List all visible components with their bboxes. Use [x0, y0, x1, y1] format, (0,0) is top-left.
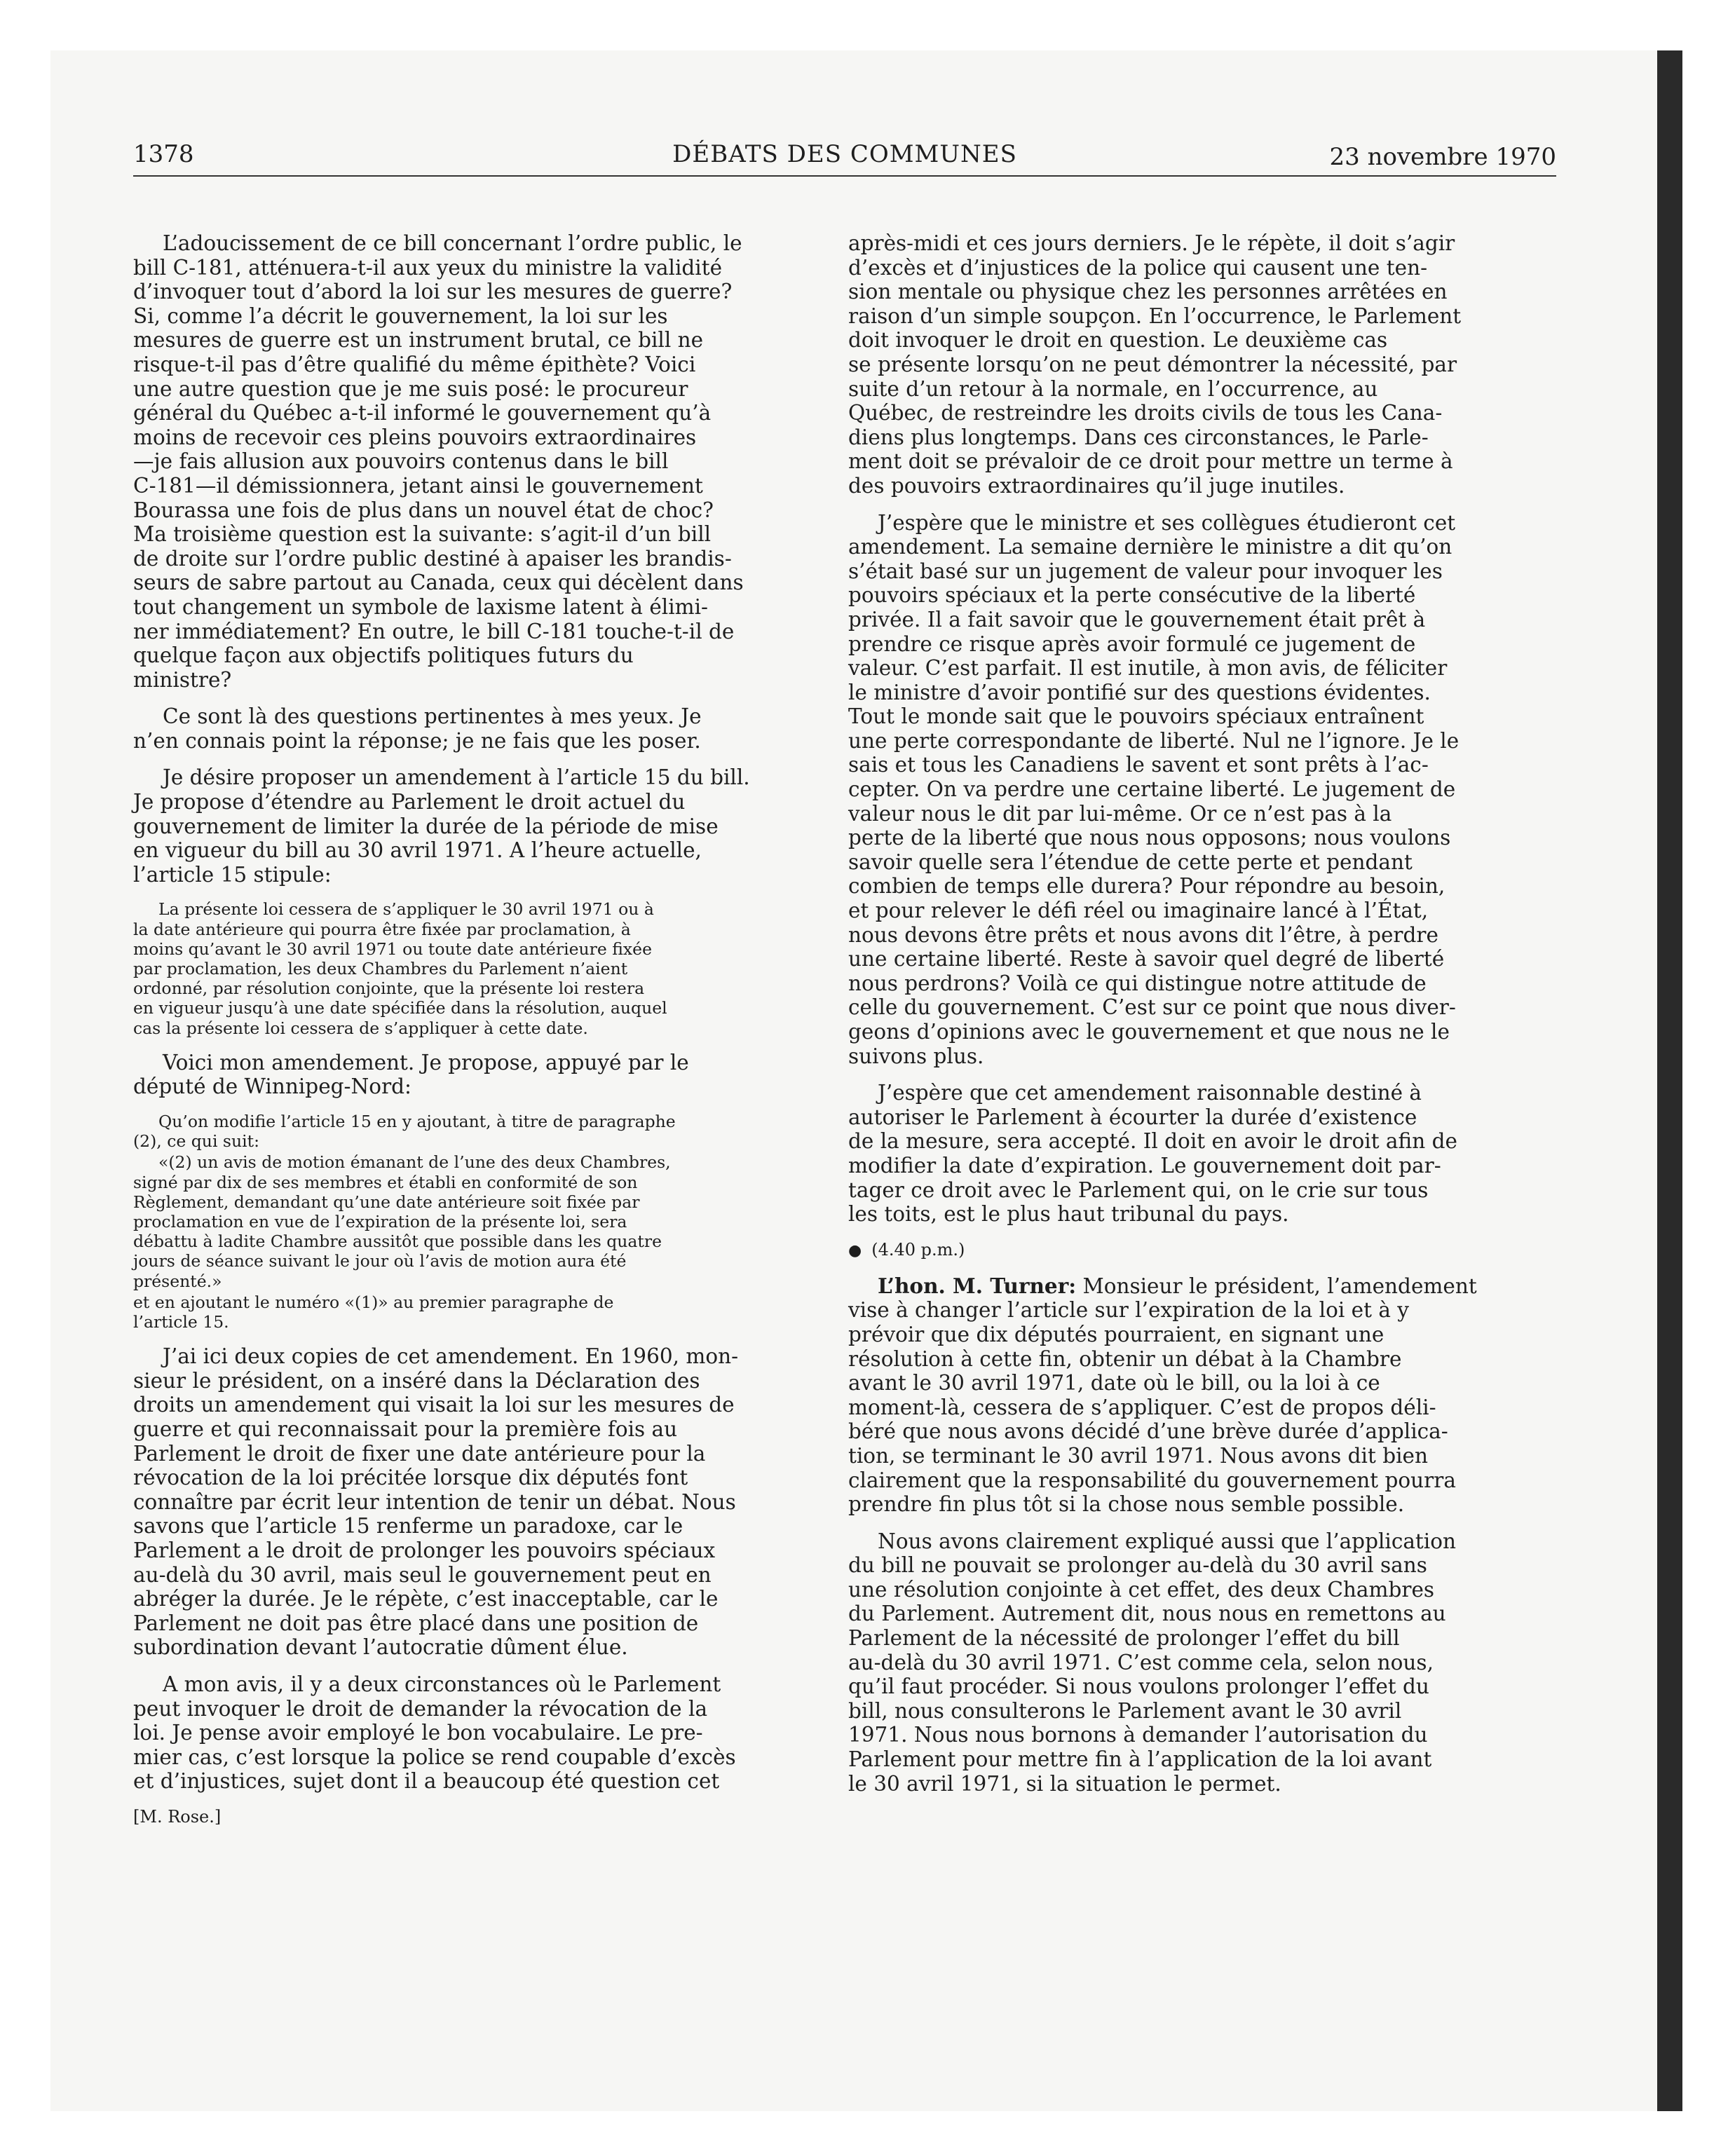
quoted-article-15: La présente loi cessera de s’appliquer le 30 avril 1971 ou à la date antérieure qui pourra être fixée par proclamation, à moins qu’avant le 30 avril 1971 ou toute date antérieure fixée par proclamation, les deux Chambres du Parlement n’aient ordonné, par résolution conjointe, que la présente loi restera en vigueur jusqu’à une date spécifiée dans la résolution, auquel cas la présente loi cessera de s’appliquer à cette date. [133, 899, 667, 1038]
amendment-motion: Qu’on modifie l’article 15 en y ajoutant, à titre de paragraphe (2), ce qui suit: [133, 1112, 676, 1152]
amendment-text: «(2) un avis de motion émanant de l’une des deux Chambres, signé par dix de ses membres et établi en conformité de son Règlement, demandant qu’une date antérieure soit fixée par proclamation en vue de l’expiration de la présente loi, sera débattu à ladite Chambre aussitôt que possible dans les quatre jours de séance suivant le jour où l’avis de motion aura été présenté.» [133, 1152, 671, 1291]
time-marker-text: (4.40 p.m.) [871, 1239, 965, 1260]
paragraph: Nous avons clairement expliqué aussi que l’application du bill ne pouvait se prolonger au-delà du 30 avril sans une résolution conjointe à cet effet, des deux Chambres du Parlement. Autrement dit, nous nous en remettons au Parlement de la nécessité de prolonger l’effet du bill au-delà du 30 avril 1971. C’est comme cela, selon nous, qu’il faut procéder. Si nous voulons prolonger l’effet du bill, nous consulterons le Parlement avant le 30 avril 1971. Nous nous bornons à demander l’autorisation du Parlement pour mettre fin à l’application de la loi avant le 30 avril 1971, si la situation le permet. [848, 1529, 1456, 1796]
amendment-closing: et en ajoutant le numéro «(1)» au premier paragraphe de l’article 15. [133, 1292, 614, 1332]
paragraph: Je désire proposer un amendement à l’article 15 du bill. Je propose d’étendre au Parlement le droit actuel du gouvernement de limiter la durée de la période de mise en vigueur du bill au 30 avril 1971. A l’heure actuelle, l’article 15 stipule: [133, 765, 750, 887]
page-header [133, 133, 1556, 177]
speaker-text: Monsieur le président, l’amendement vise à changer l’article sur l’expiration de la loi et à y prévoir que dix députés pourraient, en signant une résolution à cette fin, obtenir un débat à la Chambre avant le 30 avril 1971, date où le bill, ou la loi à ce moment-là, cessera de s’appliquer. C’est de propos déli- béré que nous avons décidé d’une brève durée d’applica- tion, se terminant le 30 avril 1971. Nous avons dit bien clairement que la responsabilité du gouvernement pourra prendre fin plus tôt si la chose nous semble possible. [848, 1274, 1477, 1517]
speaker-attribution: [M. Rose.] [133, 1806, 222, 1827]
paragraph: Ce sont là des questions pertinentes à mes yeux. Je n’en connais point la réponse; je ne fais que les poser. [133, 704, 702, 753]
speaker-paragraph [848, 1274, 1556, 1517]
paragraph: J’espère que cet amendement raisonnable destiné à autoriser le Parlement à écourter la durée d’existence de la mesure, sera accepté. Il doit en avoir le droit afin de modifier la date d’expiration. Le gouvernement doit par- tager ce droit avec le Parlement qui, on le crie sur tous les toits, est le plus haut tribunal du pays. [848, 1081, 1457, 1227]
time-marker [848, 1239, 1556, 1262]
header-date: 23 novembre 1970 [1329, 143, 1556, 171]
paragraph: A mon avis, il y a deux circonstances où le Parlement peut invoquer le droit de demander la révocation de la loi. Je pense avoir employé le bon vocabulaire. Le pre- mier cas, c’est lorsque la police se rend coupable d’excès et d’injustices, sujet dont il a beaucoup été question cet [133, 1672, 736, 1794]
left-column [133, 231, 806, 1827]
paragraph: J’espère que le ministre et ses collègues étudieront cet amendement. La semaine dernière le ministre a dit qu’on s’était basé sur un jugement de valeur pour invoquer les pouvoirs spéciaux et la perte consécutive de la liberté privée. Il a fait savoir que le gouvernement était prêt à prendre ce risque après avoir formulé ce jugement de valeur. C’est parfait. Il est inutile, à mon avis, de féliciter le ministre d’avoir pontifié sur des questions évidentes. Tout le monde sait que le pouvoirs spéciaux entraînent une perte correspondante de liberté. Nul ne l’ignore. Je le sais et tous les Canadiens le savent et sont prêts à l’ac- cepter. On va perdre une certaine liberté. Le jugement de valeur nous le dit par lui-même. Or ce n’est pas à la perte de la liberté que nous nous opposons; nous voulons savoir quelle sera l’étendue de cette perte et pendant combien de temps elle durera? Pour répondre au besoin, et pour relever le défi réel ou imaginaire lancé à l’État, nous devons être prêts et nous avons dit l’être, à perdre une certaine liberté. Reste à savoir quel degré de liberté nous perdrons? Voilà ce qui distingue notre attitude de celle du gouvernement. C’est sur ce point que nous diver- geons d’opinions avec le gouvernement et que nous ne le suivons plus. [848, 510, 1460, 1068]
right-column [848, 231, 1556, 1808]
paragraph: Voici mon amendement. Je propose, appuyé par le député de Winnipeg-Nord: [133, 1050, 689, 1099]
paragraph: J’ai ici deux copies de cet amendement. En 1960, mon- sieur le président, on a inséré dans la Déclaration des droits un amendement qui visait la loi sur les mesures de guerre et qui reconnaissait pour la première fois au Parlement le droit de fixer une date antérieure pour la révocation de la loi précitée lorsque dix députés font connaître par écrit leur intention de tenir un débat. Nous savons que l’article 15 renferme un paradoxe, car le Parlement a le droit de prolonger les pouvoirs spéciaux au-delà du 30 avril, mais seul le gouvernement peut en abréger la durée. Je le répète, c’est inacceptable, car le Parlement ne doit pas être placé dans une position de subordination devant l’autocratie dûment élue. [133, 1344, 739, 1660]
publication-title: DÉBATS DES COMMUNES [672, 140, 1017, 168]
bullet-icon: ● [848, 1241, 862, 1260]
speaker-name: L’hon. M. Turner: [878, 1273, 1077, 1298]
page-number: 1378 [133, 140, 194, 168]
paragraph: L’adoucissement de ce bill concernant l’ordre public, le bill C-181, atténuera-t-il aux yeux du ministre la validité d’invoquer tout d’abord la loi sur les mesures de guerre? Si, comme l’a décrit le gouvernement, la loi sur les mesures de guerre est un instrument brutal, ce bill ne risque-t-il pas d’être qualifié du même épithète? Voici une autre question que je me suis posé: le procureur général du Québec a-t-il informé le gouvernement qu’à moins de recevoir ces pleins pouvoirs extraordinaires —je fais allusion aux pouvoirs contenus dans le bill C-181—il démissionnera, jetant ainsi le gouvernement Bourassa une fois de plus dans un nouvel état de choc? Ma troisième question est la suivante: s’agit-il d’un bill de droite sur l’ordre public destiné à apaiser les brandis- seurs de sabre partout au Canada, ceux qui décèlent dans tout changement un symbole de laxisme latent à élimi- ner immédiatement? En outre, le bill C-181 touche-t-il de quelque façon aux objectifs politiques futurs du ministre? [133, 231, 744, 692]
paragraph: après-midi et ces jours derniers. Je le répète, il doit s’agir d’excès et d’injustices de la police qui causent une ten- sion mentale ou physique chez les personnes arrêtées en raison d’un simple soupçon. En l’occurrence, le Parlement doit invoquer le droit en question. Le deuxième cas se présente lorsqu’on ne peut démontrer la nécessité, par suite d’un retour à la normale, en l’occurrence, au Québec, de restreindre les droits civils de tous les Cana- diens plus longtemps. Dans ces circonstances, le Parle- ment doit se prévaloir de ce droit pour mettre un terme à des pouvoirs extraordinaires qu’il juge inutiles. [848, 231, 1462, 498]
